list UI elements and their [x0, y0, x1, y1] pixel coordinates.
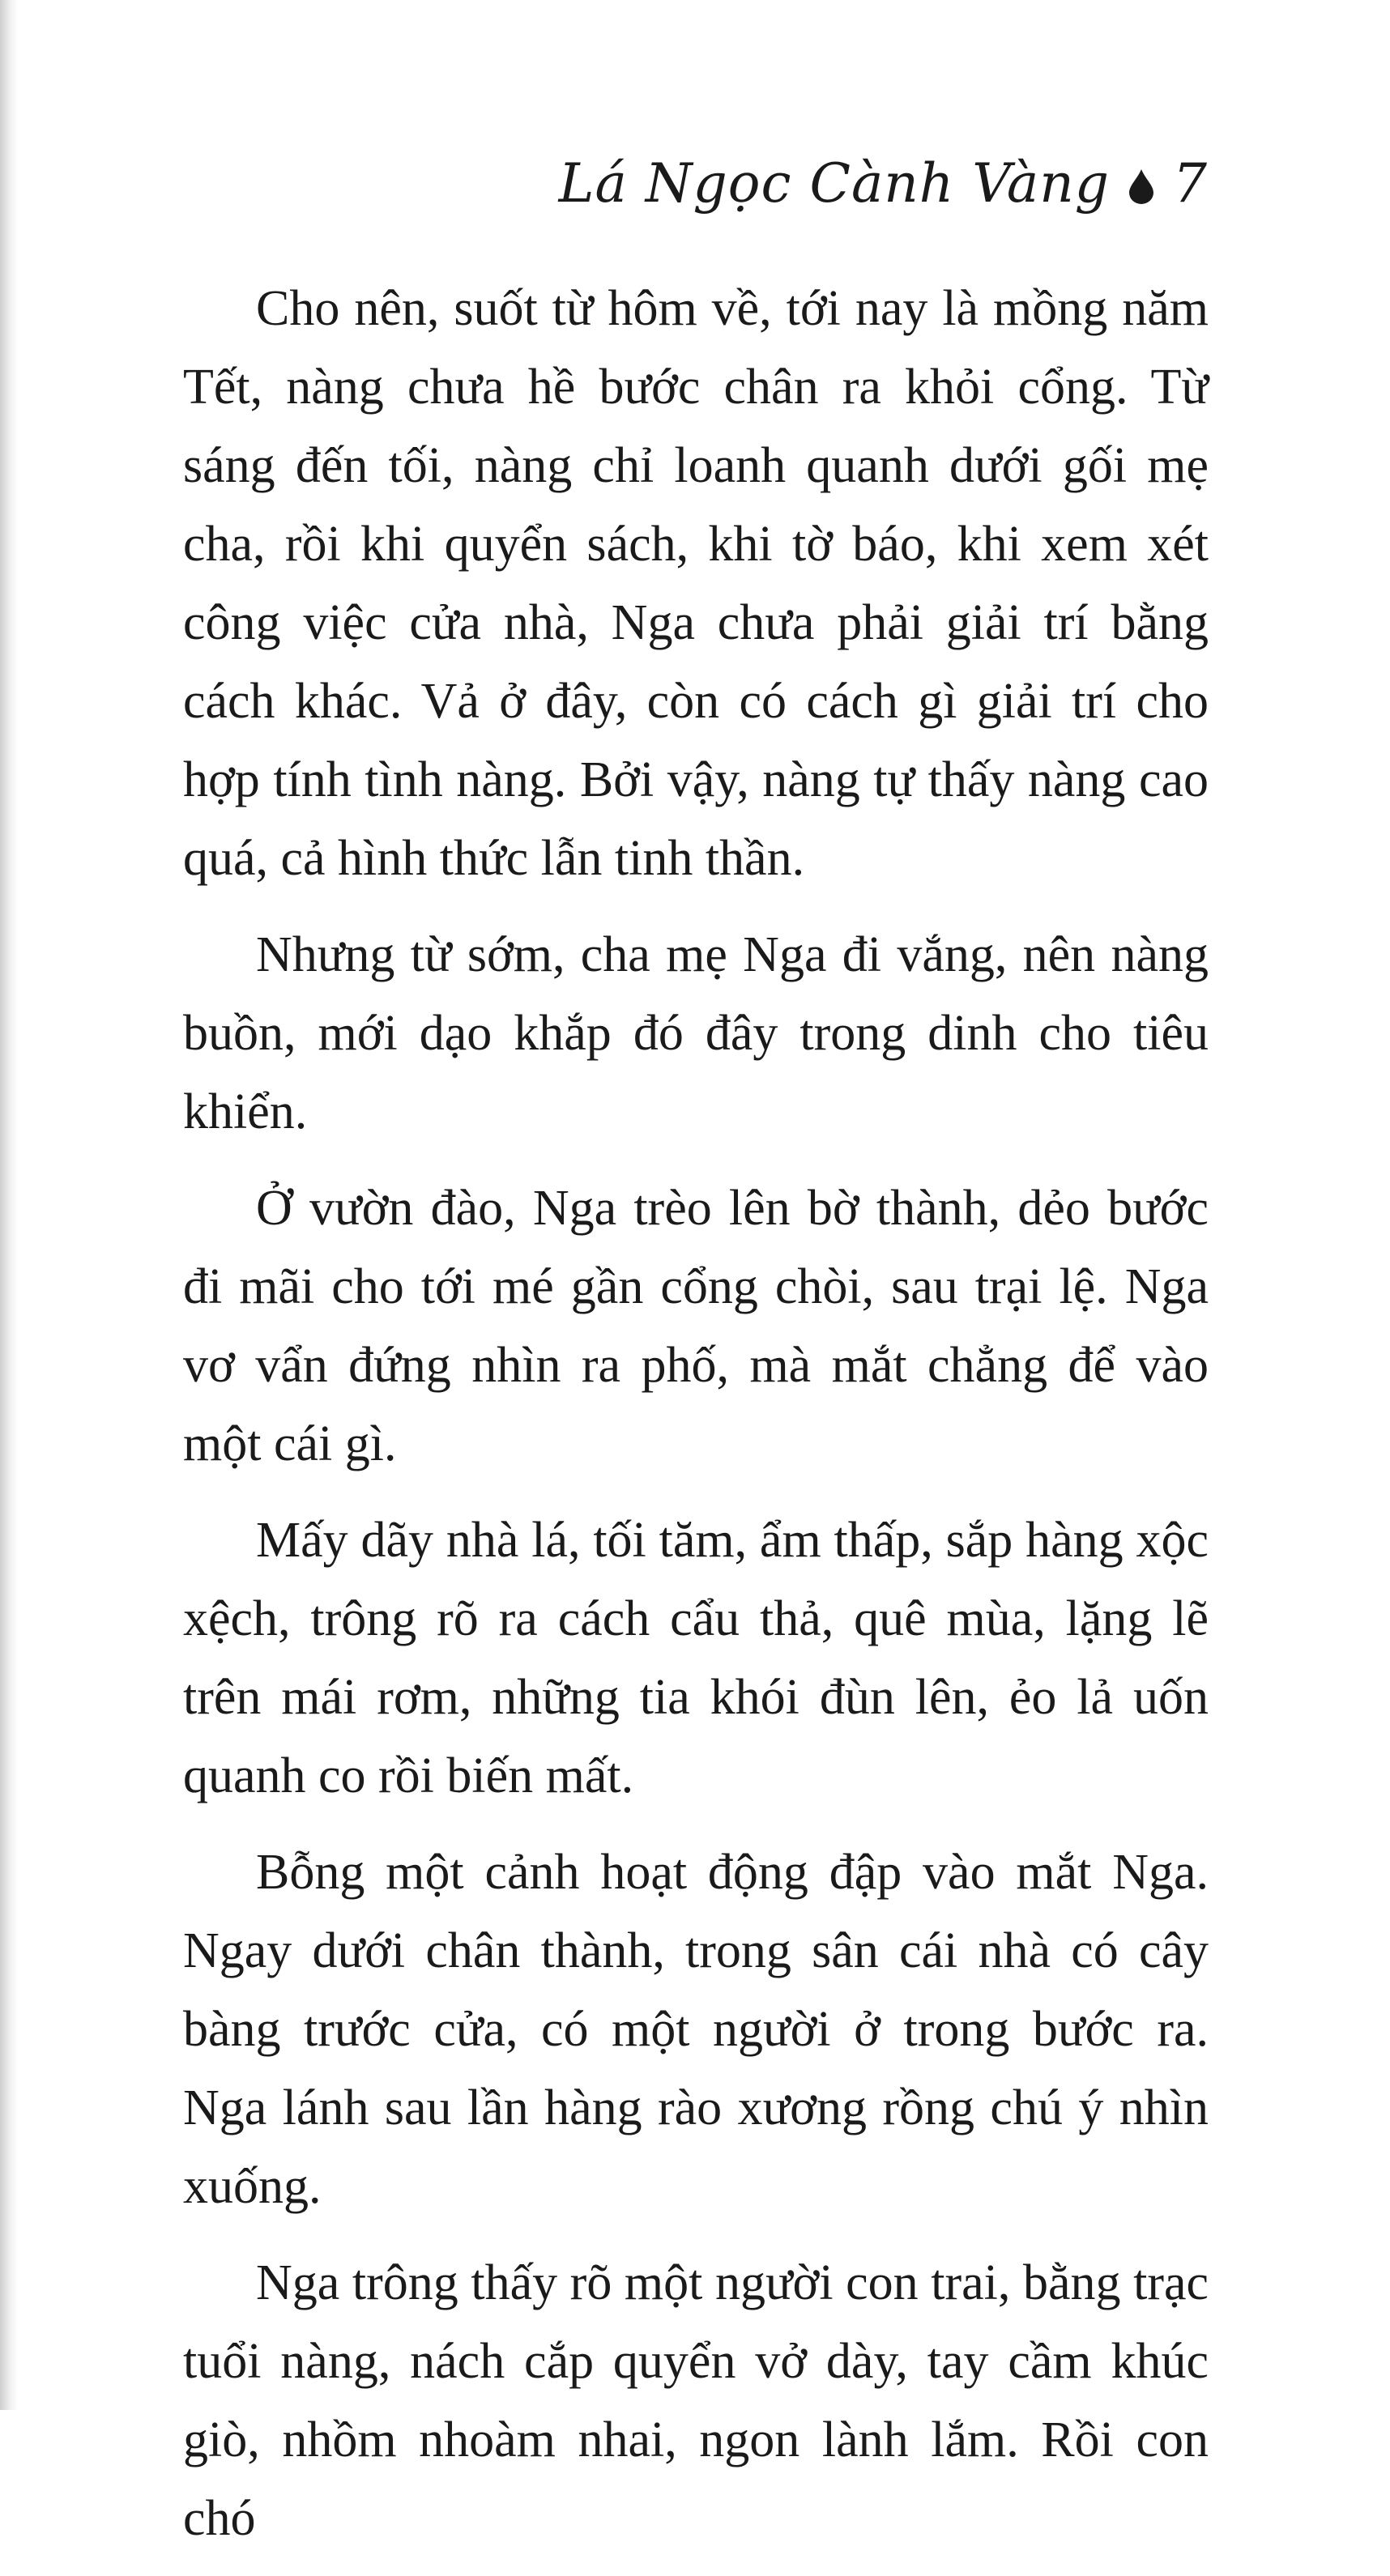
body-text — [183, 270, 1209, 2576]
running-header — [559, 152, 1207, 215]
ink-drop-icon — [1128, 168, 1155, 205]
paragraph: Mấy dãy nhà lá, tối tăm, ẩm thấp, sắp hàng xộc xệch, trông rõ ra cách cẩu thả, quê mùa, lặng lẽ trên mái rơm, những tia khói đùn lên, ẻo lả uốn quanh co rồi biến mất. — [183, 1513, 1209, 1803]
page-number: 7 — [1173, 152, 1207, 215]
running-title: Lá Ngọc Cành Vàng — [558, 152, 1110, 215]
paragraph: Bỗng một cảnh hoạt động đập vào mắt Nga. Ngay dưới chân thành, trong sân cái nhà có cây bàng trước cửa, có một người ở trong bước ra. Nga lánh sau lần hàng rào xương rồng chú ý nhìn xuống. — [183, 1845, 1209, 2214]
paragraph: Nhưng từ sớm, cha mẹ Nga đi vắng, nên nàng buồn, mới dạo khắp đó đây trong dinh cho tiêu khiển. — [183, 927, 1209, 1139]
paragraph: Cho nên, suốt từ hôm về, tới nay là mồng năm Tết, nàng chưa hề bước chân ra khỏi cổng. Từ sáng đến tối, nàng chỉ loanh quanh dưới gối mẹ cha, rồi khi quyển sách, khi tờ báo, khi xem xét công việc cửa nhà, Nga chưa phải giải trí bằng cách khác. Vả ở đây, còn có cách gì giải trí cho hợp tính tình nàng. Bởi vậy, nàng tự thấy nàng cao quá, cả hình thức lẫn tinh thần. — [183, 281, 1209, 886]
paragraph: Ở vườn đào, Nga trèo lên bờ thành, dẻo bước đi mãi cho tới mé gần cổng chòi, sau trại lệ. Nga vơ vẩn đứng nhìn ra phố, mà mắt chẳng để vào một cái gì. — [183, 1181, 1209, 1471]
page-edge-shadow — [0, 0, 18, 2410]
paragraph: Nga trông thấy rõ một người con trai, bằng trạc tuổi nàng, nách cắp quyển vở dày, tay cầm khúc giò, nhồm nhoàm nhai, ngon lành lắm. Rồi con chó — [183, 2255, 1209, 2546]
